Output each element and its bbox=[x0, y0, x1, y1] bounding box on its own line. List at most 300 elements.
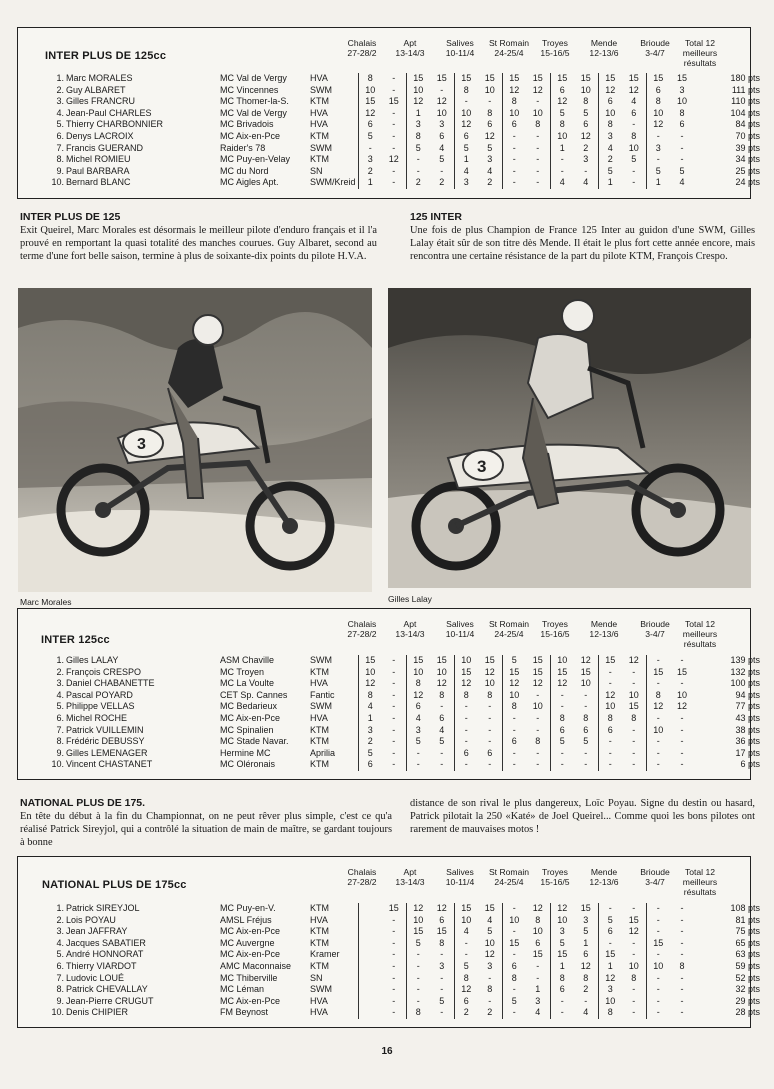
score-race-1: - bbox=[502, 154, 526, 166]
club-name: MC Stade Navar. bbox=[220, 736, 289, 747]
photo-caption-right: Gilles Lalay bbox=[388, 594, 432, 604]
rank: 2. bbox=[56, 666, 64, 677]
bike-make: SWM/Kreid bbox=[310, 177, 356, 188]
number-plate-right: 3 bbox=[477, 457, 487, 476]
rank: 9. bbox=[56, 995, 64, 1006]
column-header-line: résultats bbox=[683, 887, 717, 897]
score-race-2: - bbox=[680, 678, 684, 689]
rider-name: François CRESPO bbox=[66, 666, 142, 677]
score-race-1: - bbox=[646, 655, 670, 667]
results-grid bbox=[18, 73, 762, 189]
score-race-2: 8 bbox=[679, 107, 685, 118]
bike-make: SWM bbox=[310, 84, 332, 95]
column-header-line: Mende bbox=[590, 619, 618, 629]
score-race-1: 8 bbox=[406, 131, 430, 143]
rider-name: Frédéric DEBUSSY bbox=[66, 736, 145, 747]
rank: 8. bbox=[56, 154, 64, 165]
column-header-line: St Romain bbox=[488, 619, 530, 629]
score-race-1: 8 bbox=[550, 713, 574, 725]
score-race-1: 4 bbox=[454, 926, 478, 938]
score-race-1: 8 bbox=[502, 973, 526, 985]
score-race-1: 15 bbox=[454, 73, 478, 85]
score-race-2: - bbox=[632, 949, 636, 960]
score-race-2: 15 bbox=[484, 903, 495, 913]
score-race-1: 6 bbox=[598, 96, 622, 108]
column-header-line: 12-13/6 bbox=[589, 48, 619, 58]
score-race-1: - bbox=[502, 166, 526, 178]
score-race-2: 10 bbox=[580, 678, 591, 689]
rider-name: Ludovic LOUÉ bbox=[66, 972, 125, 983]
score-race-2: 8 bbox=[487, 984, 493, 995]
bike-make: KTM bbox=[310, 666, 329, 677]
score-race-1: 15 bbox=[598, 949, 622, 961]
score-race-2: 10 bbox=[484, 84, 495, 95]
score-race-1: 8 bbox=[406, 678, 430, 690]
total-points: 81 pts bbox=[735, 914, 760, 925]
section-title-national-plus-175: NATIONAL PLUS DE 175. bbox=[20, 797, 146, 809]
club-name: MC La Voulte bbox=[220, 678, 275, 689]
score-race-1: 8 bbox=[646, 96, 670, 108]
score-race-1: - bbox=[454, 713, 478, 725]
section-text-inter-plus-125: Exit Queirel, Marc Morales est désormais le meilleur pilote d'enduro français et il l'a prouvé en remportant la quasi totalité des manches courues. Guy Albaret, second au terme d'une fort belle saison, termine à plus de soixante-dix points du pilote H.V.A. bbox=[20, 225, 377, 262]
rank: 1. bbox=[56, 73, 64, 83]
table-row bbox=[18, 108, 762, 120]
bike-make: KTM bbox=[310, 724, 329, 735]
score-race-1 bbox=[358, 984, 382, 996]
score-race-1: - bbox=[646, 926, 670, 938]
score-race-2: - bbox=[392, 949, 396, 960]
bike-make: HVA bbox=[310, 995, 328, 1006]
score-race-2: 5 bbox=[583, 926, 589, 937]
score-race-1: 1 bbox=[598, 961, 622, 973]
table-row bbox=[18, 759, 762, 771]
score-race-2: 15 bbox=[532, 73, 543, 83]
score-race-2: 5 bbox=[679, 165, 685, 176]
score-race-2: - bbox=[632, 995, 636, 1006]
score-race-2: - bbox=[680, 712, 684, 723]
score-race-2: 12 bbox=[580, 960, 591, 971]
total-points: 70 pts bbox=[735, 130, 760, 141]
score-race-1: 4 bbox=[598, 143, 622, 155]
score-race-1: - bbox=[550, 748, 574, 760]
score-race-1: 12 bbox=[598, 690, 622, 702]
column-header-line: 13-14/3 bbox=[395, 629, 425, 639]
section-title-inter-plus-125: INTER PLUS DE 125 bbox=[20, 211, 121, 223]
score-race-2: 12 bbox=[628, 655, 639, 665]
score-race-2: 10 bbox=[436, 666, 447, 677]
score-race-2: - bbox=[680, 747, 684, 758]
score-race-1: 6 bbox=[454, 996, 478, 1008]
score-race-1: 2 bbox=[358, 166, 382, 178]
score-race-1: 15 bbox=[454, 667, 478, 679]
score-race-2: 4 bbox=[439, 724, 445, 735]
score-race-1: 1 bbox=[406, 108, 430, 120]
score-race-2: - bbox=[680, 972, 684, 983]
rank: 1. bbox=[56, 903, 64, 913]
score-race-2: - bbox=[392, 678, 396, 689]
score-race-1: 10 bbox=[454, 108, 478, 120]
score-race-2: - bbox=[392, 995, 396, 1006]
score-race-2: 15 bbox=[628, 914, 639, 925]
score-race-1: 5 bbox=[406, 736, 430, 748]
score-race-2: - bbox=[632, 1007, 636, 1018]
score-race-1: - bbox=[502, 143, 526, 155]
total-points: 94 pts bbox=[735, 689, 760, 700]
score-race-1: - bbox=[406, 973, 430, 985]
score-race-2: 10 bbox=[532, 926, 543, 937]
rider-name: Jacques SABATIER bbox=[66, 937, 146, 948]
score-race-1: - bbox=[646, 984, 670, 996]
score-race-2: - bbox=[488, 712, 492, 723]
score-race-1: 10 bbox=[454, 655, 478, 667]
table-row bbox=[18, 690, 762, 702]
score-race-1: 1 bbox=[358, 713, 382, 725]
score-race-1: 2 bbox=[454, 1007, 478, 1019]
column-header-line: 3-4/7 bbox=[645, 629, 665, 639]
score-race-1: 12 bbox=[550, 678, 574, 690]
score-race-1: 12 bbox=[646, 701, 670, 713]
rider-name: Denys LACROIX bbox=[66, 130, 134, 141]
total-points: 59 pts bbox=[735, 960, 760, 971]
total-points: 32 pts bbox=[735, 984, 760, 995]
score-race-2: 10 bbox=[484, 678, 495, 689]
score-race-1: 5 bbox=[406, 143, 430, 155]
score-race-2: 15 bbox=[388, 96, 399, 107]
score-race-1: 10 bbox=[598, 108, 622, 120]
score-race-2: 15 bbox=[676, 666, 687, 677]
score-race-2: 12 bbox=[628, 926, 639, 937]
score-race-1: 10 bbox=[406, 915, 430, 927]
score-race-2: - bbox=[680, 937, 684, 948]
score-race-1: - bbox=[598, 736, 622, 748]
score-race-1: 3 bbox=[598, 984, 622, 996]
score-race-2: - bbox=[392, 73, 396, 83]
score-race-1: 6 bbox=[358, 119, 382, 131]
score-race-2: 5 bbox=[487, 926, 493, 937]
motorcycle-rider-illustration bbox=[388, 288, 751, 588]
score-race-1: 15 bbox=[598, 655, 622, 667]
column-header-line: Salives bbox=[446, 867, 474, 877]
score-race-1: 12 bbox=[358, 678, 382, 690]
score-race-2: 15 bbox=[676, 73, 687, 83]
score-race-1: 10 bbox=[550, 131, 574, 143]
score-race-2: - bbox=[632, 165, 636, 176]
score-race-2: - bbox=[392, 119, 396, 130]
score-race-2: 12 bbox=[484, 949, 495, 960]
rider-name: Patrick SIREYJOL bbox=[66, 903, 140, 913]
total-points: 63 pts bbox=[735, 949, 760, 960]
club-name: ASM Chaville bbox=[220, 655, 275, 665]
bike-make: HVA bbox=[310, 678, 328, 689]
score-race-2: - bbox=[536, 759, 540, 770]
rider-name: Gilles LALAY bbox=[66, 655, 119, 665]
rider-name: Guy ALBARET bbox=[66, 84, 126, 95]
score-race-1: - bbox=[550, 166, 574, 178]
score-race-2: - bbox=[440, 747, 444, 758]
column-header-line: Total 12 bbox=[684, 38, 716, 48]
score-race-1: - bbox=[454, 725, 478, 737]
score-race-1: - bbox=[598, 678, 622, 690]
total-points: 180 pts bbox=[730, 73, 760, 83]
score-race-2: - bbox=[536, 747, 540, 758]
table-row bbox=[18, 177, 762, 189]
column-header-line: 15-16/5 bbox=[540, 629, 570, 639]
score-race-2: - bbox=[632, 119, 636, 130]
bike-make: HVA bbox=[310, 914, 328, 925]
total-points: 52 pts bbox=[735, 972, 760, 983]
total-points: 111 pts bbox=[731, 84, 760, 95]
rank: 3. bbox=[56, 678, 64, 689]
column-header-line: Brioude bbox=[640, 38, 670, 48]
score-race-2: - bbox=[632, 678, 636, 689]
score-race-2: - bbox=[536, 130, 540, 141]
results-grid bbox=[18, 903, 762, 1019]
club-name: CET Sp. Cannes bbox=[220, 689, 288, 700]
score-race-2: - bbox=[536, 154, 540, 165]
table-row bbox=[18, 903, 762, 915]
score-race-1: 10 bbox=[646, 725, 670, 737]
score-race-2: 12 bbox=[484, 130, 495, 141]
column-header-line: Troyes bbox=[542, 38, 568, 48]
table-title: INTER PLUS DE 125cc bbox=[45, 50, 167, 62]
score-race-1: - bbox=[502, 926, 526, 938]
club-name: Raider's 78 bbox=[220, 142, 266, 153]
rider-name: Vincent CHASTANET bbox=[66, 759, 153, 770]
column-header-line: St Romain bbox=[488, 867, 530, 877]
rider-name: André HONNORAT bbox=[66, 949, 144, 960]
score-race-2: 4 bbox=[439, 142, 445, 153]
score-race-2: - bbox=[392, 165, 396, 176]
score-race-1: - bbox=[406, 984, 430, 996]
score-race-2: - bbox=[680, 724, 684, 735]
table-row bbox=[18, 938, 762, 950]
score-race-2: 4 bbox=[487, 914, 493, 925]
score-race-1: 12 bbox=[502, 678, 526, 690]
score-race-1: 10 bbox=[550, 655, 574, 667]
score-race-1: 5 bbox=[454, 143, 478, 155]
column-header-line: meilleurs bbox=[682, 48, 718, 58]
results-table-inter-125 bbox=[17, 608, 760, 780]
column-header-line: 3-4/7 bbox=[645, 48, 665, 58]
column-header-line: résultats bbox=[683, 58, 717, 68]
score-race-1: 10 bbox=[502, 108, 526, 120]
total-points: 25 pts bbox=[735, 165, 760, 176]
score-race-2: 8 bbox=[487, 107, 493, 118]
score-race-2: 12 bbox=[532, 84, 543, 95]
column-header-line: Mende bbox=[590, 38, 618, 48]
club-name: MC Val de Vergy bbox=[220, 107, 287, 118]
score-race-1: 1 bbox=[598, 177, 622, 189]
score-race-2: - bbox=[392, 984, 396, 995]
score-race-2: - bbox=[632, 177, 636, 188]
score-race-2: 5 bbox=[487, 142, 493, 153]
table-row bbox=[18, 166, 762, 178]
score-race-2: 8 bbox=[679, 960, 685, 971]
bike-make: KTM bbox=[310, 154, 329, 165]
score-race-2: - bbox=[536, 177, 540, 188]
score-race-2: - bbox=[632, 937, 636, 948]
rank: 5. bbox=[56, 119, 64, 130]
score-race-2: - bbox=[488, 96, 492, 107]
score-race-1: - bbox=[646, 996, 670, 1008]
score-race-2: 3 bbox=[439, 960, 445, 971]
score-race-1: 5 bbox=[550, 108, 574, 120]
table-row bbox=[18, 96, 762, 108]
bike-make: HVA bbox=[310, 107, 328, 118]
club-name: MC du Nord bbox=[220, 165, 269, 176]
total-points: 34 pts bbox=[735, 154, 760, 165]
score-race-1: 15 bbox=[550, 949, 574, 961]
results-table-inter-plus-125 bbox=[17, 27, 760, 199]
total-points: 17 pts bbox=[735, 747, 760, 758]
total-points: 77 pts bbox=[735, 701, 760, 712]
score-race-1: 5 bbox=[454, 961, 478, 973]
score-race-2: 15 bbox=[436, 655, 447, 665]
score-race-2: 6 bbox=[439, 914, 445, 925]
score-race-1: - bbox=[598, 903, 622, 915]
score-race-1 bbox=[358, 926, 382, 938]
score-race-2: - bbox=[440, 165, 444, 176]
score-race-1: 5 bbox=[502, 996, 526, 1008]
score-race-1: 12 bbox=[406, 690, 430, 702]
score-race-1: 1 bbox=[646, 177, 670, 189]
score-race-2: 8 bbox=[631, 130, 637, 141]
score-race-2: 2 bbox=[583, 984, 589, 995]
score-race-1: 5 bbox=[646, 166, 670, 178]
column-header-line: 27-28/2 bbox=[347, 629, 377, 639]
column-header-line: Troyes bbox=[542, 619, 568, 629]
score-race-2: 15 bbox=[388, 903, 399, 913]
rank: 5. bbox=[56, 949, 64, 960]
score-race-1: 8 bbox=[598, 119, 622, 131]
score-race-1: - bbox=[646, 973, 670, 985]
score-race-1: 1 bbox=[454, 154, 478, 166]
rider-name: Paul BARBARA bbox=[66, 165, 130, 176]
bike-make: SWM bbox=[310, 984, 332, 995]
score-race-1 bbox=[358, 949, 382, 961]
total-points: 24 pts bbox=[735, 177, 760, 188]
rider-name: Gilles LEMENAGER bbox=[66, 747, 148, 758]
score-race-2: 3 bbox=[535, 995, 541, 1006]
score-race-1: 3 bbox=[358, 725, 382, 737]
club-name: MC Vincennes bbox=[220, 84, 279, 95]
score-race-1: 5 bbox=[598, 166, 622, 178]
score-race-1: - bbox=[646, 915, 670, 927]
score-race-2: - bbox=[488, 701, 492, 712]
score-race-2: 6 bbox=[487, 119, 493, 130]
rank: 8. bbox=[56, 984, 64, 995]
column-header-line: Brioude bbox=[640, 867, 670, 877]
club-name: MC Aix-en-Pce bbox=[220, 995, 281, 1006]
score-race-2: 10 bbox=[628, 142, 639, 153]
score-race-2: - bbox=[440, 84, 444, 95]
bike-make: Aprilia bbox=[310, 747, 336, 758]
score-race-1: 6 bbox=[598, 926, 622, 938]
table-row bbox=[18, 961, 762, 973]
score-race-1: 4 bbox=[406, 713, 430, 725]
score-race-2: - bbox=[632, 666, 636, 677]
score-race-1: 5 bbox=[358, 131, 382, 143]
score-race-1: 2 bbox=[358, 736, 382, 748]
total-points: 104 pts bbox=[730, 107, 760, 118]
rider-name: Patrick VUILLEMIN bbox=[66, 724, 144, 735]
score-race-1: 8 bbox=[358, 73, 382, 85]
score-race-2: - bbox=[440, 972, 444, 983]
score-race-1: - bbox=[502, 759, 526, 771]
score-race-2: - bbox=[536, 96, 540, 107]
rider-name: Jean JAFFRAY bbox=[66, 926, 128, 937]
table-row bbox=[18, 667, 762, 679]
section-text-national-left: En tête du début à la fin du Championnat, on ne peut rêver plus simple, c'est ce qu'a réalisé Patrick Sireyjol, qui a contrôlé la situation de main de maître, se gardant toujours à bonne bbox=[20, 811, 392, 848]
total-points: 100 pts bbox=[730, 678, 760, 689]
score-race-2: - bbox=[584, 995, 588, 1006]
total-points: 39 pts bbox=[735, 142, 760, 153]
score-race-1: - bbox=[454, 759, 478, 771]
column-header-line: Chalais bbox=[347, 867, 377, 877]
score-race-2: - bbox=[632, 747, 636, 758]
total-points: 139 pts bbox=[730, 655, 760, 665]
club-name: MC Thiberville bbox=[220, 972, 278, 983]
score-race-1 bbox=[358, 915, 382, 927]
rank: 7. bbox=[56, 142, 64, 153]
total-points: 36 pts bbox=[735, 736, 760, 747]
score-race-2: 5 bbox=[439, 154, 445, 165]
score-race-2: - bbox=[392, 689, 396, 700]
score-race-1: - bbox=[454, 949, 478, 961]
club-name: MC Oléronais bbox=[220, 759, 276, 770]
table-row bbox=[18, 143, 762, 155]
column-header-line: Chalais bbox=[347, 38, 377, 48]
score-race-2: - bbox=[536, 960, 540, 971]
score-race-2: 10 bbox=[676, 96, 687, 107]
score-race-1: 10 bbox=[502, 915, 526, 927]
score-race-2: 4 bbox=[631, 96, 637, 107]
score-race-1: - bbox=[358, 143, 382, 155]
score-race-2: - bbox=[536, 142, 540, 153]
score-race-2: 4 bbox=[679, 177, 685, 188]
score-race-2: 6 bbox=[631, 107, 637, 118]
rider-name: Philippe VELLAS bbox=[66, 701, 135, 712]
column-header bbox=[670, 619, 730, 649]
score-race-2: 4 bbox=[583, 177, 589, 188]
score-race-2: - bbox=[632, 759, 636, 770]
score-race-2: 8 bbox=[631, 972, 637, 983]
score-race-1: 6 bbox=[550, 725, 574, 737]
column-header-line: St Romain bbox=[488, 38, 530, 48]
table-row bbox=[18, 949, 762, 961]
rank: 7. bbox=[56, 972, 64, 983]
number-plate-left: 3 bbox=[137, 436, 146, 453]
score-race-1: - bbox=[646, 131, 670, 143]
score-race-2: - bbox=[440, 1007, 444, 1018]
column-header-line: Mende bbox=[590, 867, 618, 877]
table-title: INTER 125cc bbox=[41, 634, 110, 646]
score-race-1: - bbox=[406, 154, 430, 166]
score-race-1: 6 bbox=[502, 961, 526, 973]
score-race-1: - bbox=[406, 949, 430, 961]
bike-make: HVA bbox=[310, 712, 328, 723]
score-race-2: 10 bbox=[436, 107, 447, 118]
club-name: MC Auvergne bbox=[220, 937, 275, 948]
score-race-1: 10 bbox=[406, 667, 430, 679]
rank: 3. bbox=[56, 96, 64, 107]
score-race-1: - bbox=[454, 736, 478, 748]
score-race-1: 1 bbox=[550, 961, 574, 973]
score-race-1: - bbox=[598, 748, 622, 760]
results-table-national-plus-175 bbox=[17, 856, 760, 1028]
score-race-1: - bbox=[646, 678, 670, 690]
score-race-1: - bbox=[502, 131, 526, 143]
